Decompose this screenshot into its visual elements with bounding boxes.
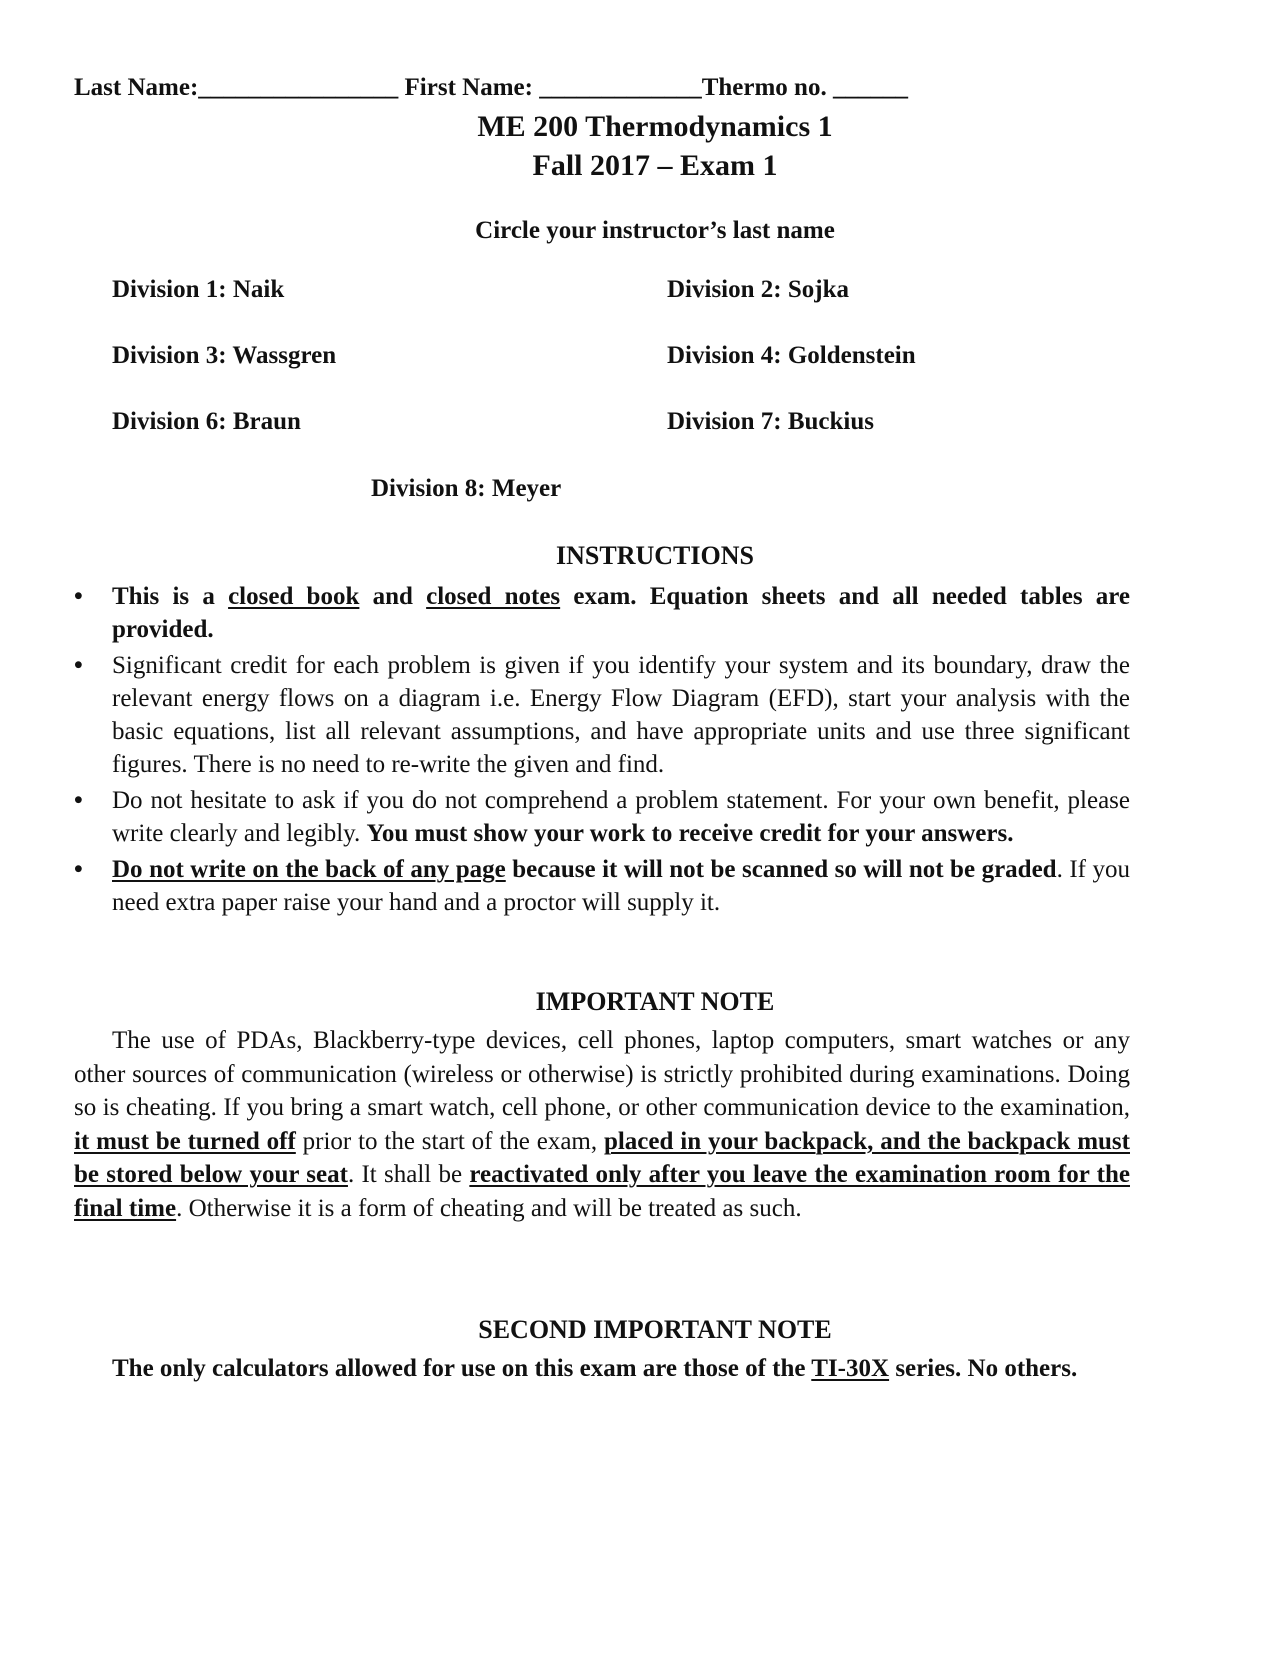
division-7: Division 7: Buckius <box>667 408 875 435</box>
backpack-text: placed in your backpack, and the backpack must be stored below your seat <box>74 1127 1130 1188</box>
division-8: Division 8: Meyer <box>371 475 562 502</box>
bullet-icon: • <box>74 583 83 610</box>
bullet-icon: • <box>74 652 83 679</box>
circle-instructor-note: Circle your instructor’s last name <box>475 217 835 244</box>
closed-book-text: closed book <box>228 583 360 610</box>
important-note-heading: IMPORTANT NOTE <box>535 987 775 1016</box>
instructions-list <box>74 580 1130 922</box>
instruction-item-4: • Do not write on the back of any page because it will not be scanned so will not be graded. If you need extra paper raise your hand and a proctor will supply it. <box>74 853 1130 919</box>
bullet-icon: • <box>74 787 83 814</box>
last-name-label: Last Name: <box>74 74 199 101</box>
show-work-text: You must show your work to receive credit for your answers. <box>366 820 1014 847</box>
student-name-line <box>74 74 908 102</box>
second-note-paragraph: The only calculators allowed for use on this exam are those of the TI-30X series. No others. <box>112 1355 1078 1382</box>
first-name-label: First Name: <box>404 74 533 101</box>
last-name-blank: ________________ <box>198 74 399 101</box>
division-4: Division 4: Goldenstein <box>667 342 916 369</box>
instruction-item-1: • This is a closed book and closed notes exam. Equation sheets and all needed tables are provided. <box>74 580 1130 646</box>
instructions-heading: INSTRUCTIONS <box>556 541 754 570</box>
division-1: Division 1: Naik <box>112 276 285 303</box>
exam-title: Fall 2017 – Exam 1 <box>532 149 778 182</box>
second-note-heading: SECOND IMPORTANT NOTE <box>478 1315 832 1344</box>
turned-off-text: it must be turned off <box>74 1127 296 1155</box>
reactivated-text: reactivated only after you leave the examination room for the final time <box>74 1161 1130 1222</box>
first-name-blank: _____________ <box>539 74 702 101</box>
instruction-item-2: • Significant credit for each problem is given if you identify your system and its boundary, draw the relevant energy flows on a diagram i.e. Energy Flow Diagram (EFD), start your analysis with the basic equations, list all relevant assumptions, and have appropriate units and use three significant figures. There is no need to re-write the given and find. <box>74 649 1130 781</box>
bullet-icon: • <box>74 856 83 883</box>
no-back-page-text: Do not write on the back of any page <box>112 856 506 883</box>
important-note-paragraph: The use of PDAs, Blackberry-type devices, cell phones, laptop computers, smart watches or any other sources of communication (wireless or otherwise) is strictly prohibited during examinations. Doing so is cheating. If you bring a smart watch, cell phone, or other communication device to the examination, it must be turned off prior to the start of the exam, placed in your backpack, and the backpack must be stored below your seat. It shall be reactivated only after you leave the examination room for the final time. Otherwise it is a form of cheating and will be treated as such. <box>74 1027 1130 1222</box>
division-6: Division 6: Braun <box>112 408 301 435</box>
thermo-number-label: Thermo no. <box>701 74 827 101</box>
course-title: ME 200 Thermodynamics 1 <box>477 110 833 143</box>
division-3: Division 3: Wassgren <box>112 342 337 369</box>
instruction-item-3: • Do not hesitate to ask if you do not comprehend a problem statement. For your own benefit, please write clearly and legibly. You must show your work to receive credit for your answers. <box>74 784 1130 850</box>
thermo-number-blank: ______ <box>832 74 908 101</box>
calculator-model-text: TI-30X <box>811 1355 890 1382</box>
closed-notes-text: closed notes <box>426 583 561 610</box>
division-2: Division 2: Sojka <box>667 276 849 303</box>
